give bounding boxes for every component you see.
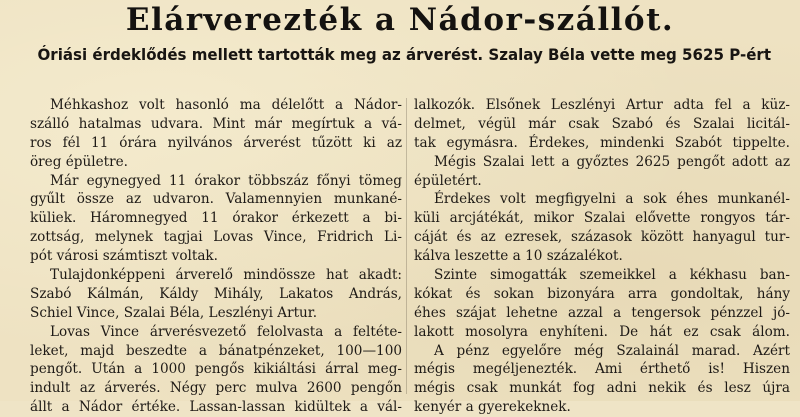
text-line: Schiel Vince, Szalai Béla, Leszlényi Artur. [30, 304, 318, 321]
text-line: lalkozók. Elsőnek Leszlényi Artur adta fel a küz- [414, 97, 790, 113]
text-line: A pénz egyelőre még Szalainál marad. Azért [434, 342, 790, 359]
text-line: Tulajdonképpeni árverelő mindössze hat akadt: [50, 267, 402, 284]
text-line: Érdekes volt megfigyelni a sok éhes munkanél- [434, 191, 790, 208]
subheadline: Óriási érdeklődés mellett tartották meg az árverést. Szalay Béla vette meg 5625 P-ért [37, 45, 772, 64]
text-line: tak egymásra. Érdekes, mindenki Szabót tippelte. [414, 134, 790, 151]
text-line: cáját és az ezresek, százasok között hanyagul tur- [414, 229, 790, 246]
text-line: indult az árverés. Négy perc mulva 2600 pengőn [30, 380, 402, 397]
text-line: Lovas Vince árverésvezető felolvasta a feltéte- [50, 323, 402, 340]
article-column-right [414, 96, 790, 417]
article-column-left [30, 96, 402, 417]
text-line: Mégis Szalai lett a győztes 2625 pengőt adott az [434, 153, 790, 170]
column-divider [406, 98, 407, 394]
text-line: mégis megéljenezték. Ami érthető is! Hiszen [414, 361, 790, 378]
text-line: állt a Nádor értéke. Lassan-lassan kidültek a vál- [30, 399, 402, 416]
text-line: épületért. [414, 172, 482, 189]
text-line: éhes szájat lehetne azzal a tengersok pénzzel jó- [414, 304, 790, 321]
text-line: pót városi számtiszt voltak. [30, 248, 218, 265]
text-line: küliek. Háromnegyed 11 órakor érkezett a bi- [30, 210, 402, 227]
text-line: Már egynegyed 11 órakor többszáz főnyi tömeg [50, 172, 402, 189]
text-line: delmet, végül már csak Szabó és Szalai licitál- [414, 115, 790, 132]
text-line: kálva leszette a 10 százalékot. [414, 248, 623, 265]
text-line: Szabó Kálmán, Káldy Mihály, Lakatos András, [30, 285, 402, 302]
text-line: zottság, melynek tagjai Lovas Vince, Fridrich Li- [30, 229, 402, 246]
text-line: Szinte simogatták szemeikkel a kékhasu ban- [434, 267, 790, 284]
text-line: kenyér a gyerekeknek. [414, 399, 571, 416]
text-line: kókat és sokan bizonyára arra gondoltak, hány [414, 285, 790, 302]
text-line: lakott mosolyra enyhíteni. De hát ez csak álom. [414, 323, 790, 340]
text-line: ros fél 11 órára nyilvános árverést tűzött ki az [30, 134, 402, 151]
text-line: pengőt. Után a 1000 pengős kikiáltási árral meg- [30, 361, 402, 378]
text-line: Méhkashoz volt hasonló ma délelőtt a Nádor- [50, 97, 402, 113]
text-line: szálló hatalmas udvara. Mint már megírtuk a vá- [30, 115, 402, 132]
text-line: öreg épületre. [30, 153, 128, 170]
text-line: mégis csak munkát fog adni nekik és lesz újra [414, 380, 790, 397]
headline: Elárverezték a Nádor-szállót. [125, 2, 675, 38]
text-line: leket, majd beszedte a bánatpénzeket, 100—100 [30, 342, 402, 359]
text-line: gyűlt össze az udvaron. Valamennyien munkané- [30, 191, 402, 208]
text-line: küli arcjátékát, mikor Szalai elővette rongyos tár- [414, 210, 790, 227]
